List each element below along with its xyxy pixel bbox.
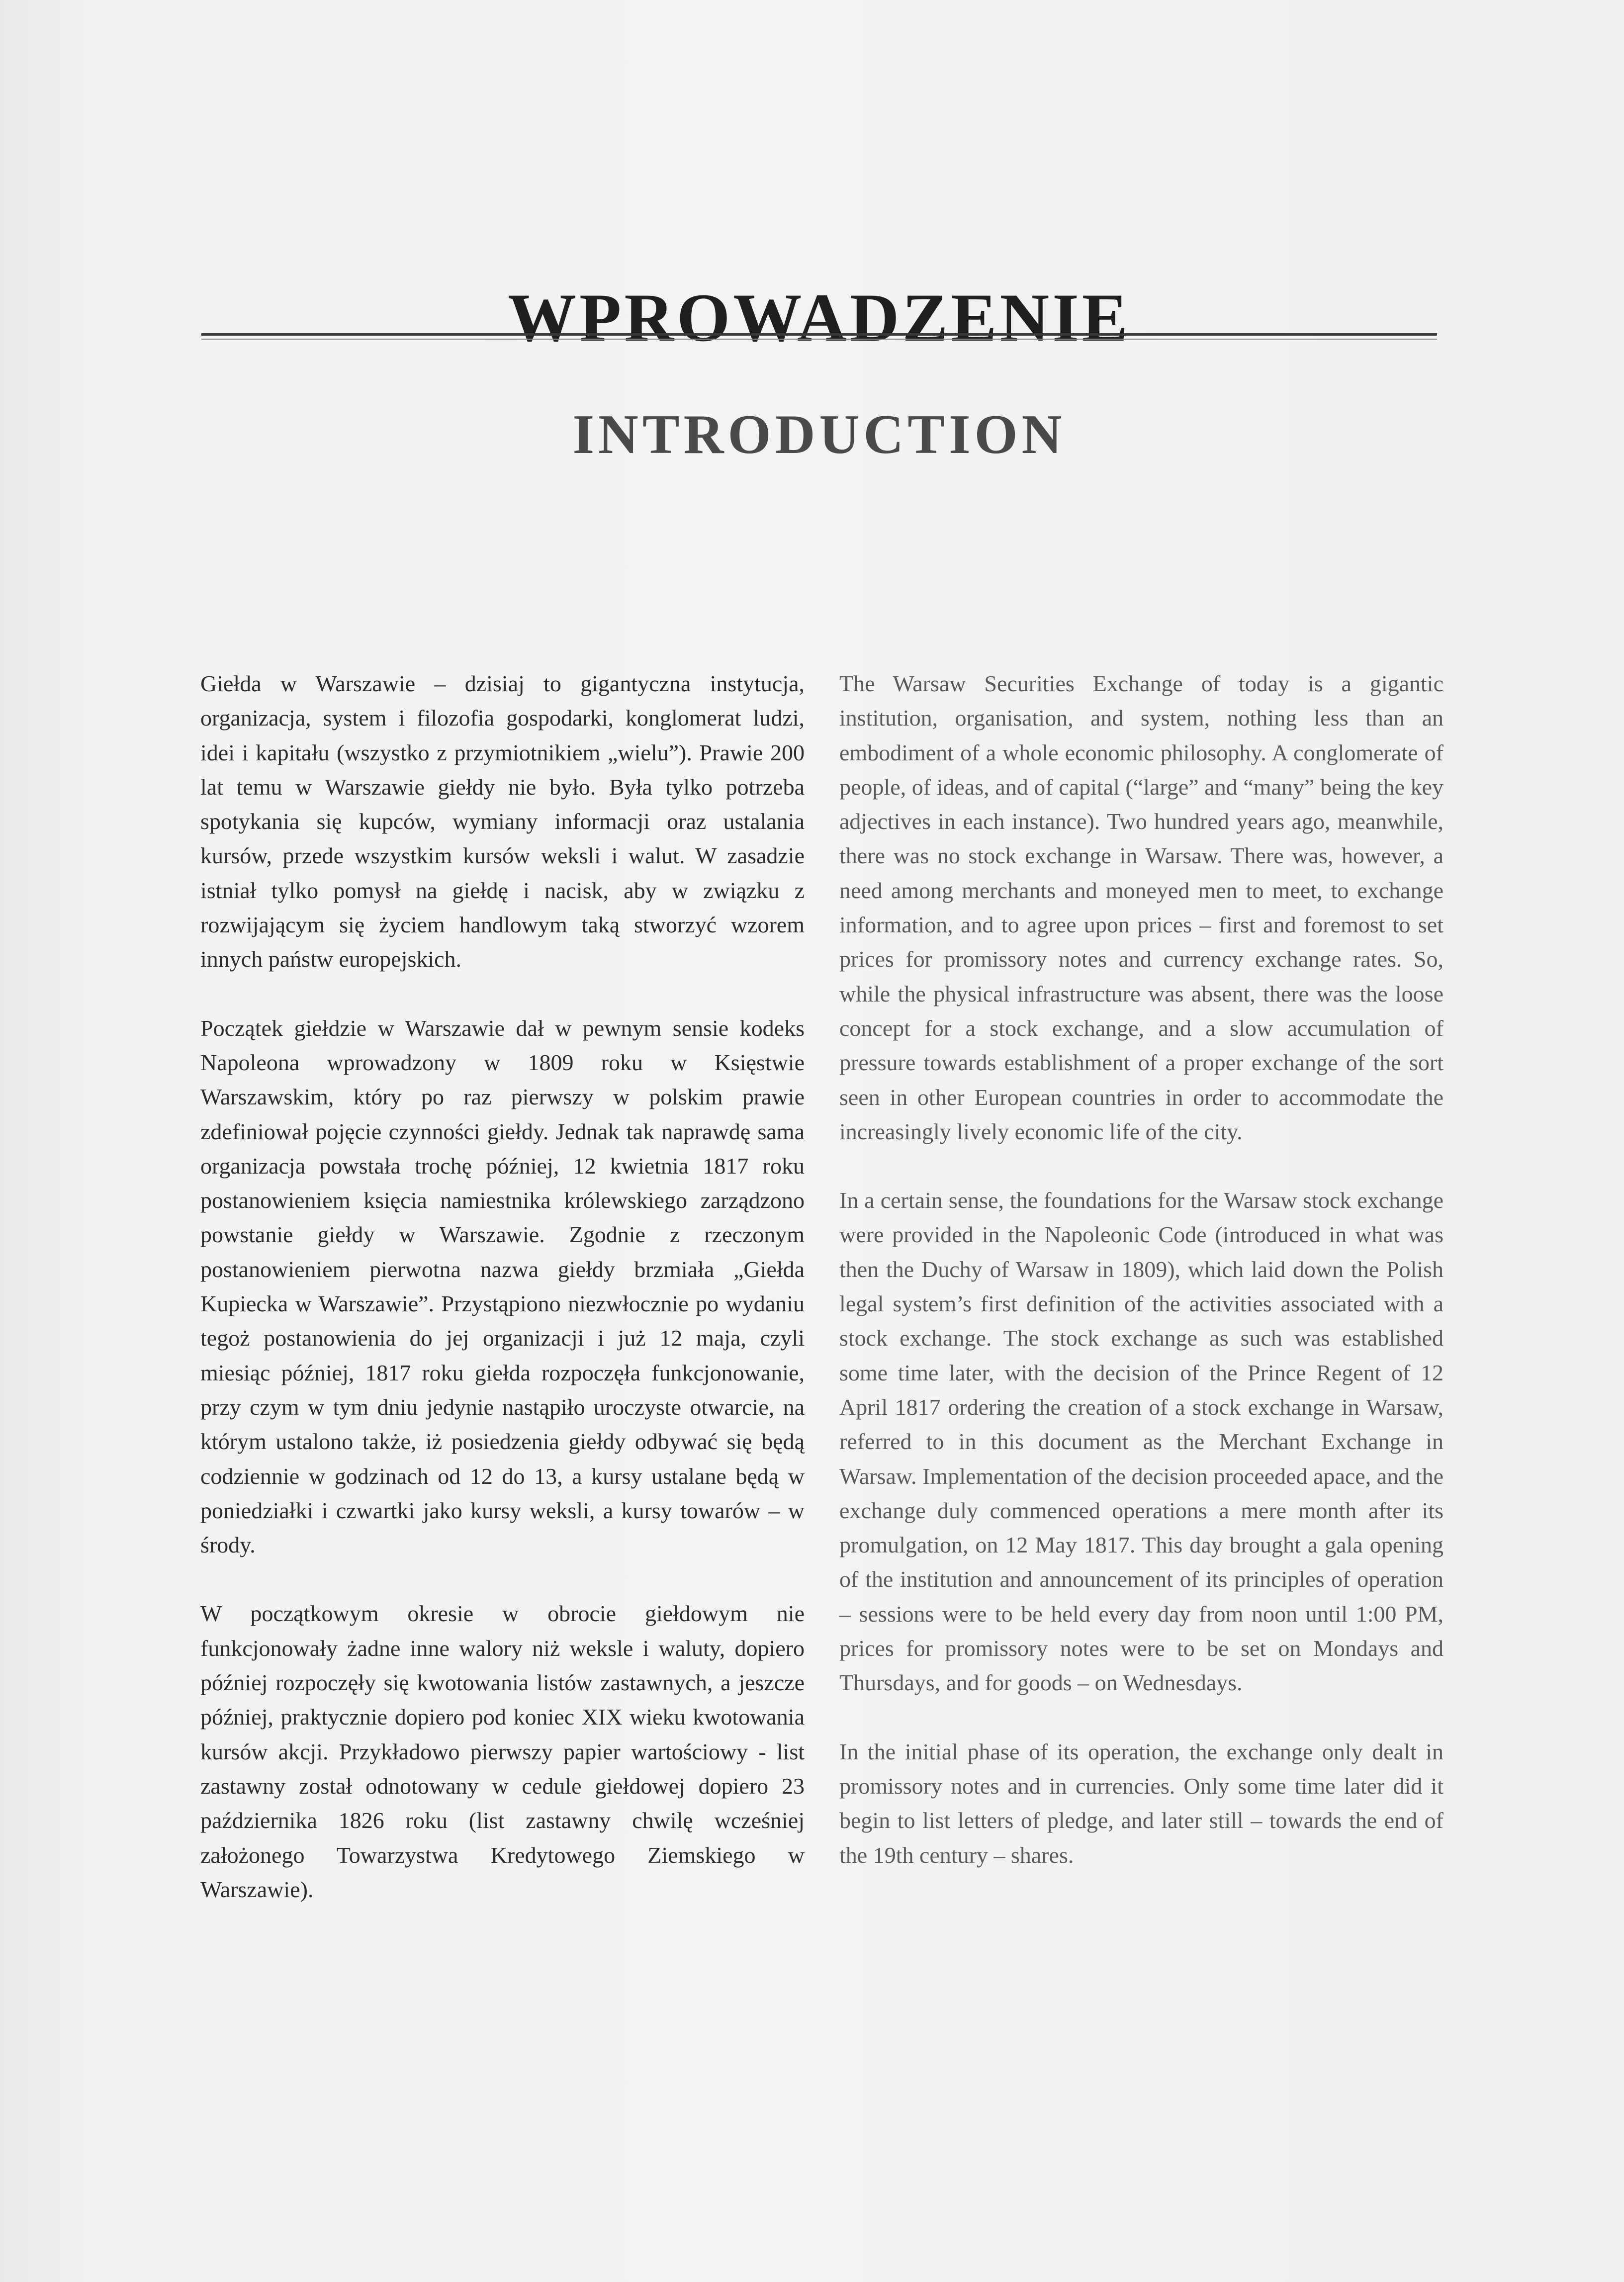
title-divider [201, 333, 1437, 336]
polish-paragraph: W początkowym okresie w obrocie giełdowym nie funkcjonowały żadne inne walory niż weksle i waluty, dopiero później rozpoczęły się kwotowania listów zastawnych, a jeszcze później, praktycznie dopiero pod koniec XIX wieku kwotowania kursów akcji. Przykładowo pierwszy papier wartościowy - list zastawny został odnotowany w cedule giełdowej dopiero 23 października 1826 roku (list zastawny chwilę wcześniej założonego Towarzystwa Kredytowego Ziemskiego w Warszawie). [200, 1601, 805, 1902]
polish-paragraph: Początek giełdzie w Warszawie dał w pewnym sensie kodeks Napoleona wprowadzony w 1809 roku w Księstwie Warszawskim, który po raz pierwszy w polskim prawie zdefiniował pojęcie czynności giełdy. Jednak tak naprawdę sama organizacja powstała trochę później, 12 kwietnia 1817 roku postanowieniem księcia namiestnika królewskiego zarządzono powstanie giełdy w Warszawie. Zgodnie z rzeczonym postanowieniem pierwotna nazwa giełdy brzmiała „Giełda Kupiecka w Warszawie”. Przystąpiono niezwłocznie po wydaniu tegoż postanowienia do jej organizacji i już 12 maja, czyli miesiąc później, 1817 roku giełda rozpoczęła funkcjonowanie, przy czym w tym dniu jedynie nastąpiło uroczyste otwarcie, na którym ustalono także, iż posiedzenia giełdy odbywać się będą codziennie w godzinach od 12 do 13, a kursy ustalane będą w poniedziałki i czwartki jako kursy weksli, a kursy towarów – w środy. [200, 1015, 805, 1558]
english-paragraph: The Warsaw Securities Exchange of today is a gigantic institution, organisation, and system, nothing less than an embodiment of a whole economic philosophy. A conglomerate of people, of ideas, and of capital (“large” and “many” being the key adjectives in each instance). Two hundred years ago, meanwhile, there was no stock exchange in Warsaw. There was, however, a need among merchants and moneyed men to meet, to exchange information, and to agree upon prices – first and foremost to set prices for promissory notes and currency exchange rates. So, while the physical infrastructure was absent, there was the loose concept for a stock exchange, and a slow accumulation of pressure towards establishment of a proper exchange of the sort seen in other European countries in order to accommodate the increasingly lively economic life of the city. [839, 671, 1444, 1144]
polish-paragraph: Giełda w Warszawie – dzisiaj to gigantyczna instytucja, organizacja, system i filozofia gospodarki, konglomerat ludzi, idei i kapitału (wszystko z przymiotnikiem „wielu”). Prawie 200 lat temu w Warszawie giełdy nie było. Była tylko potrzeba spotykania się kupców, wymiany informacji oraz ustalania kursów, przede wszystkim kursów weksli i walut. W zasadzie istniał tylko pomysł na giełdę i nacisk, aby w związku z rozwijającym się życiem handlowym taką stworzyć wzorem innych państw europejskich. [200, 671, 805, 972]
english-paragraph: In a certain sense, the foundations for the Warsaw stock exchange were provided in the Napoleonic Code (introduced in what was then the Duchy of Warsaw in 1809), which laid down the Polish legal system’s first definition of the activities associated with a stock exchange. The stock exchange as such was established some time later, with the decision of the Prince Regent of 12 April 1817 ordering the creation of a stock exchange in Warsaw, referred to in this document as the Merchant Exchange in Warsaw. Implementation of the decision proceeded apace, and the exchange duly commenced operations a mere month after its promulgation, on 12 May 1817. This day brought a gala opening of the institution and announcement of its principles of operation – sessions were to be held every day from noon until 1:00 PM, prices for promissory notes were to be set on Mondays and Thursdays, and for goods – on Wednesdays. [839, 1187, 1444, 1696]
page-title-polish: WPROWADZENIE [508, 279, 1131, 356]
polish-text-column [200, 666, 805, 1907]
page-title-english: INTRODUCTION [572, 403, 1066, 465]
english-paragraph: In the initial phase of its operation, the exchange only dealt in promissory notes and in currencies. Only some time later did it begin to list letters of pledge, and later still – towards the end of the 19th century – shares. [839, 1738, 1444, 1868]
english-text-column [839, 666, 1444, 1872]
title-divider-thin [201, 339, 1437, 340]
